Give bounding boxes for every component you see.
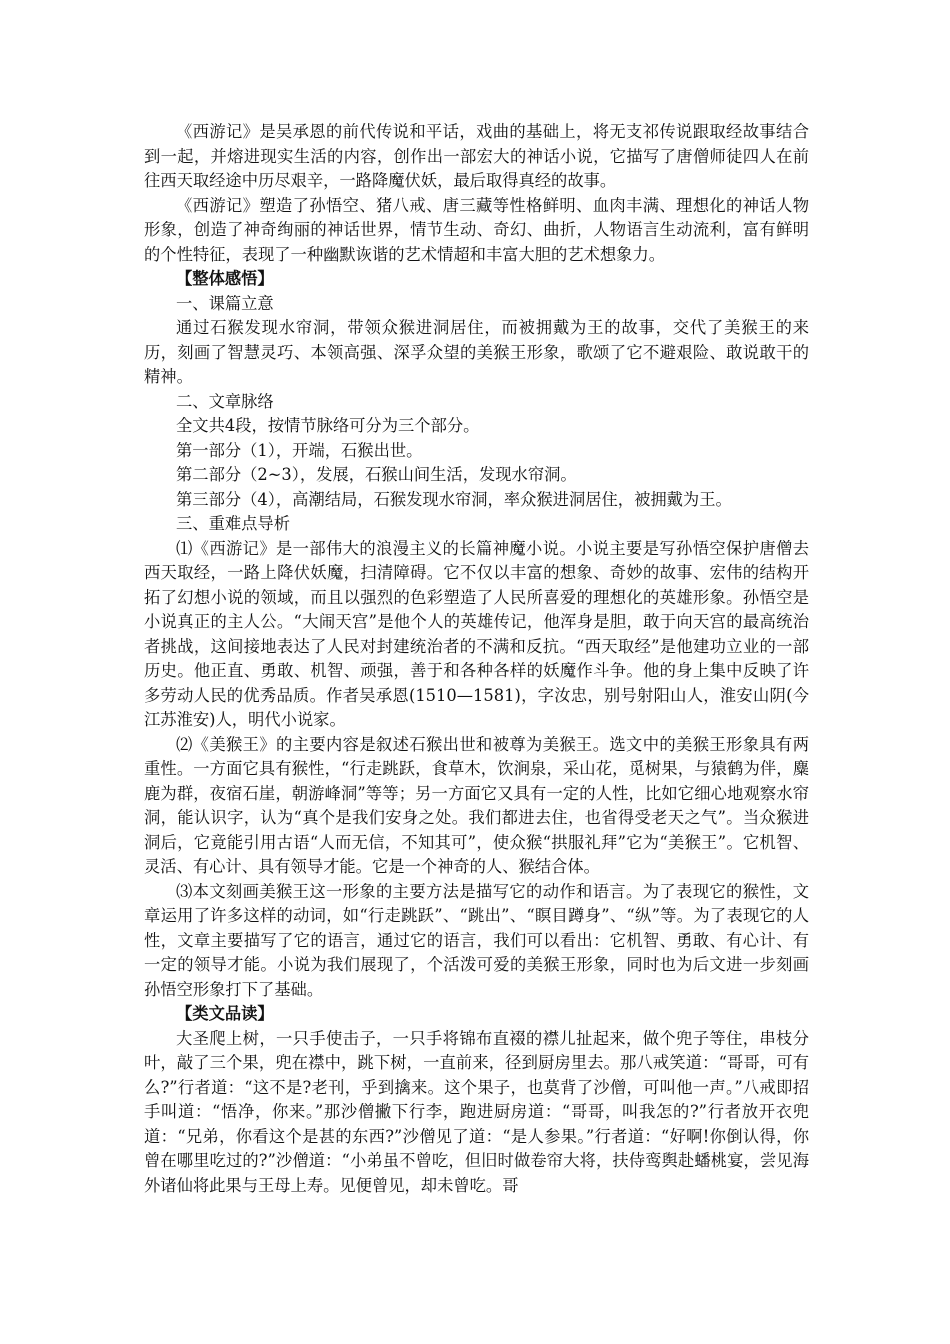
- reading-excerpt: 大圣爬上树，一只手使击子，一只手将锦布直裰的襟儿扯起来，做个兜子等住，串枝分叶，敲了三个果，兜在襟中，跳下树，一直前来，径到厨房里去。那八戒笑道：“哥哥，可有么?”行者道：“这不是?老刊，乎到擒来。这个果子，也莫背了沙僧，可叫他一声。”八戒即招手叫道：“悟净，你来。”那沙僧撇下行李，跑进厨房道：“哥哥，叫我怎的?”行者放开衣兜道：“兄弟，你看这个是甚的东西?”沙僧见了道：“是人参果。”行者道：“好啊!你倒认得，你曾在哪里吃过的?”沙僧道：“小弟虽不曾吃，但旧时做卷帘大将，扶侍鸾舆赴蟠桃宴，尝见海外诸仙将此果与王母上寿。见便曾见，却未曾吃。哥: [144, 1028, 809, 1195]
- structure-part-1: 第一部分（1），开端，石猴出世。: [176, 440, 423, 460]
- key-point-1: ⑴《西游记》是一部伟大的浪漫主义的长篇神魔小说。小说主要是写孙悟空保护唐僧去西天取经，一路上降伏妖魔，扫清障碍。它不仅以丰富的想象、奇妙的故事、宏伟的结构开拓了幻想小说的领域，而且以强烈的色彩塑造了人民所喜爱的理想化的英雄形象。孙悟空是小说真正的主人公。“大闹天宫”是他个人的英雄传记，他浑身是胆，敢于向天宫的最高统治者挑战，这间接地表达了人民对封建统治者的不满和反抗。“西天取经”是他建功立业的一部历史。他正直、勇敢、机智、顽强，善于和各种各样的妖魔作斗争。他的身上集中反映了许多劳动人民的优秀品质。作者吴承恩(1510—1581)，字汝忠，别号射阳山人，淮安山阴(今江苏淮安)人，明代小说家。: [144, 538, 809, 729]
- intro-paragraph-2: 《西游记》塑造了孙悟空、猪八戒、唐三藏等性格鲜明、血肉丰满、理想化的神话人物形象，创造了神奇绚丽的神话世界，情节生动、奇幻、曲折，人物语言生动流利，富有鲜明的个性特征，表现了一种幽默诙谐的艺术情超和丰富大胆的艺术想象力。: [144, 195, 809, 264]
- section-heading-overall: 【整体感悟】: [176, 269, 274, 288]
- theme-paragraph: 通过石猴发现水帘洞，带领众猴进洞居住，而被拥戴为王的故事，交代了美猴王的来历，刻画了智慧灵巧、本领高强、深孚众望的美猴王形象，歌颂了它不避艰险、敢说敢干的精神。: [144, 318, 809, 386]
- document-body: [144, 120, 809, 1198]
- subheading-theme: 一、课篇立意: [176, 293, 274, 313]
- subheading-structure: 二、文章脉络: [176, 391, 274, 411]
- intro-paragraph-1: 《西游记》是吴承恩的前代传说和平话，戏曲的基础上，将无支祁传说跟取经故事结合到一起，并熔进现实生活的内容，创作出一部宏大的神话小说，它描写了唐僧师徒四人在前往西天取经途中历尽艰辛，一路降魔伏妖，最后取得真经的故事。: [144, 122, 809, 190]
- structure-summary: 全文共4段，按情节脉络可分为三个部分。: [176, 416, 480, 435]
- structure-part-3: 第三部分（4），高潮结局，石猴发现水帘洞，率众猴进洞居住，被拥戴为王。: [176, 489, 732, 509]
- key-point-2: ⑵《美猴王》的主要内容是叙述石猴出世和被尊为美猴王。选文中的美猴王形象具有两重性。一方面它具有猴性，“行走跳跃，食草木，饮涧泉，采山花，觅树果，与猿鹤为伴，麋鹿为群，夜宿石崖，朝游峰洞”等等；另一方面它又具有一定的人性，比如它细心地观察水帘洞，能认识字，认为“真个是我们安身之处。我们都进去住，也省得受老天之气”。当众猴进洞后，它竟能引用古语“人而无信，不知其可”，使众猴“拱服礼拜”它为“美猴王”。它机智、灵活、有心计、具有领导才能。它是一个神奇的人、猴结合体。: [144, 734, 809, 876]
- key-point-3: ⑶本文刻画美猴王这一形象的主要方法是描写它的动作和语言。为了表现它的猴性，文章运用了许多这样的动词，如“行走跳跃”、“跳出”、“瞑目蹲身”、“纵”等。为了表现它的人性，文章主要描写了它的语言，通过它的语言，我们可以看出：它机智、勇敢、有心计、有一定的领导才能。小说为我们展现了，个活泼可爱的美猴王形象，同时也为后文进一步刻画孙悟空形象打下了基础。: [144, 881, 809, 999]
- section-heading-reading: 【类文品读】: [176, 1004, 274, 1023]
- structure-part-2: 第二部分（2~3），发展，石猴山间生活，发现水帘洞。: [176, 465, 577, 484]
- subheading-key-points: 三、重难点导析: [176, 514, 290, 533]
